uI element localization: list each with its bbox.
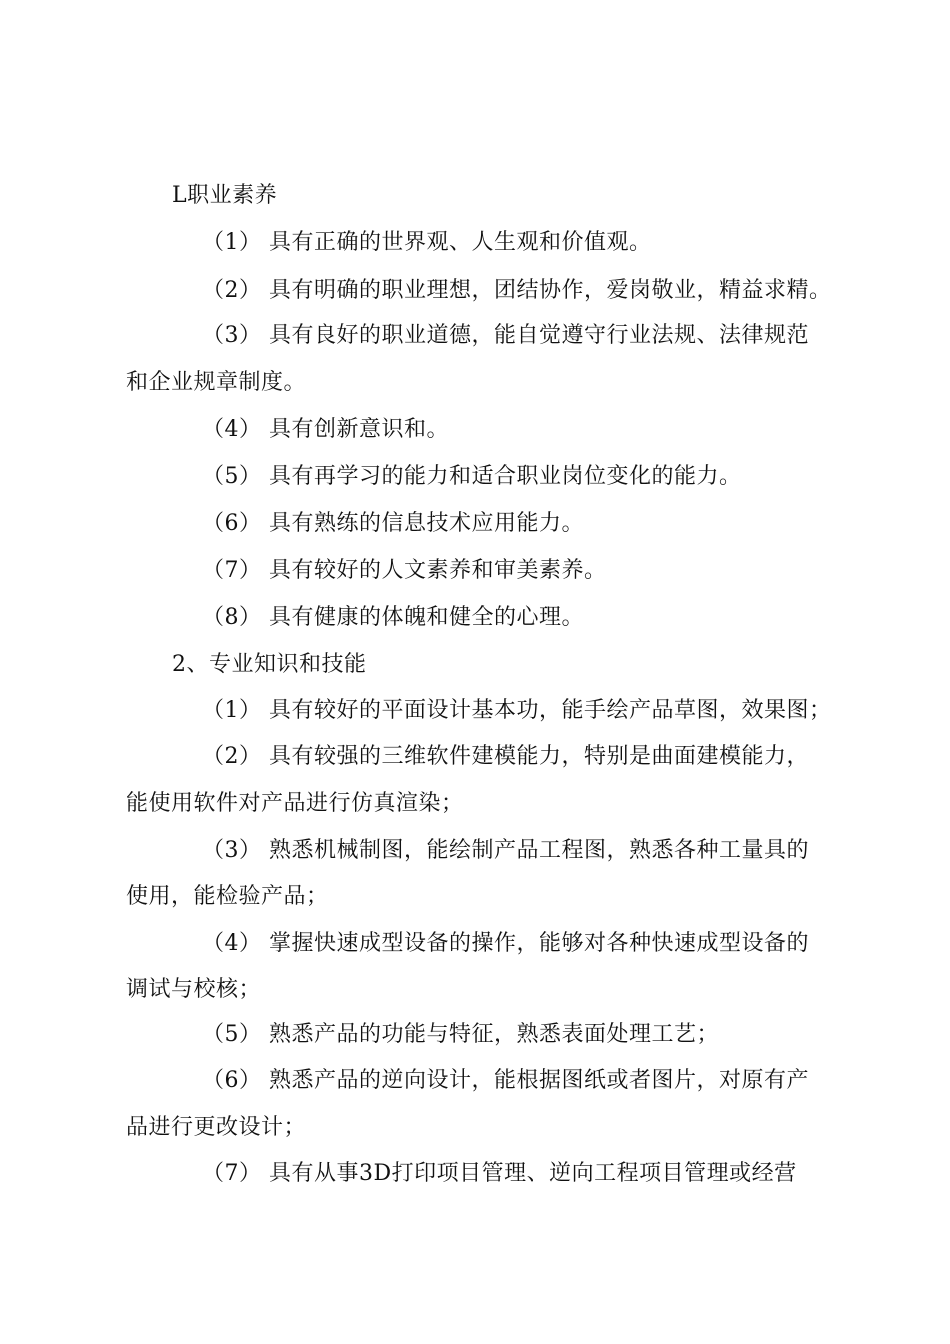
section2-item-6-continuation: 品进行更改设计；	[126, 1115, 307, 1140]
section1-item-8: （8） 具有健康的体魄和健全的心理。	[202, 605, 584, 630]
section2-heading: 2、专业知识和技能	[172, 652, 367, 677]
section1-item-7: （7） 具有较好的人文素养和审美素养。	[202, 558, 607, 583]
section1-item-6: （6） 具有熟练的信息技术应用能力。	[202, 511, 584, 536]
section2-item-2-continuation: 能使用软件对产品进行仿真渲染；	[126, 791, 464, 816]
section2-item-4: （4） 掌握快速成型设备的操作，能够对各种快速成型设备的	[202, 931, 809, 956]
section2-item-2: （2） 具有较强的三维软件建模能力，特别是曲面建模能力，	[202, 744, 809, 769]
section1-item-2: （2） 具有明确的职业理想，团结协作，爱岗敬业，精益求精。	[202, 278, 832, 303]
section2-item-3: （3） 熟悉机械制图，能绘制产品工程图，熟悉各种工量具的	[202, 838, 809, 863]
section1-item-3: （3） 具有良好的职业道德，能自觉遵守行业法规、法律规范	[202, 323, 809, 348]
section2-item-3-continuation: 使用，能检验产品；	[126, 884, 329, 909]
section1-item-5: （5） 具有再学习的能力和适合职业岗位变化的能力。	[202, 464, 742, 489]
section1-item-3-continuation: 和企业规章制度。	[126, 370, 307, 395]
section2-item-7: （7） 具有从事3D打印项目管理、逆向工程项目管理或经营	[202, 1161, 797, 1186]
section1-item-1: （1） 具有正确的世界观、人生观和价值观。	[202, 230, 652, 255]
section2-item-4-continuation: 调试与校核；	[126, 977, 262, 1002]
section2-item-6: （6） 熟悉产品的逆向设计，能根据图纸或者图片，对原有产	[202, 1068, 809, 1093]
section1-item-4: （4） 具有创新意识和。	[202, 417, 449, 442]
section2-item-5: （5） 熟悉产品的功能与特征，熟悉表面处理工艺；	[202, 1022, 719, 1047]
section2-item-1: （1） 具有较好的平面设计基本功，能手绘产品草图，效果图；	[202, 698, 832, 723]
section1-heading: L职业素养	[172, 183, 278, 208]
